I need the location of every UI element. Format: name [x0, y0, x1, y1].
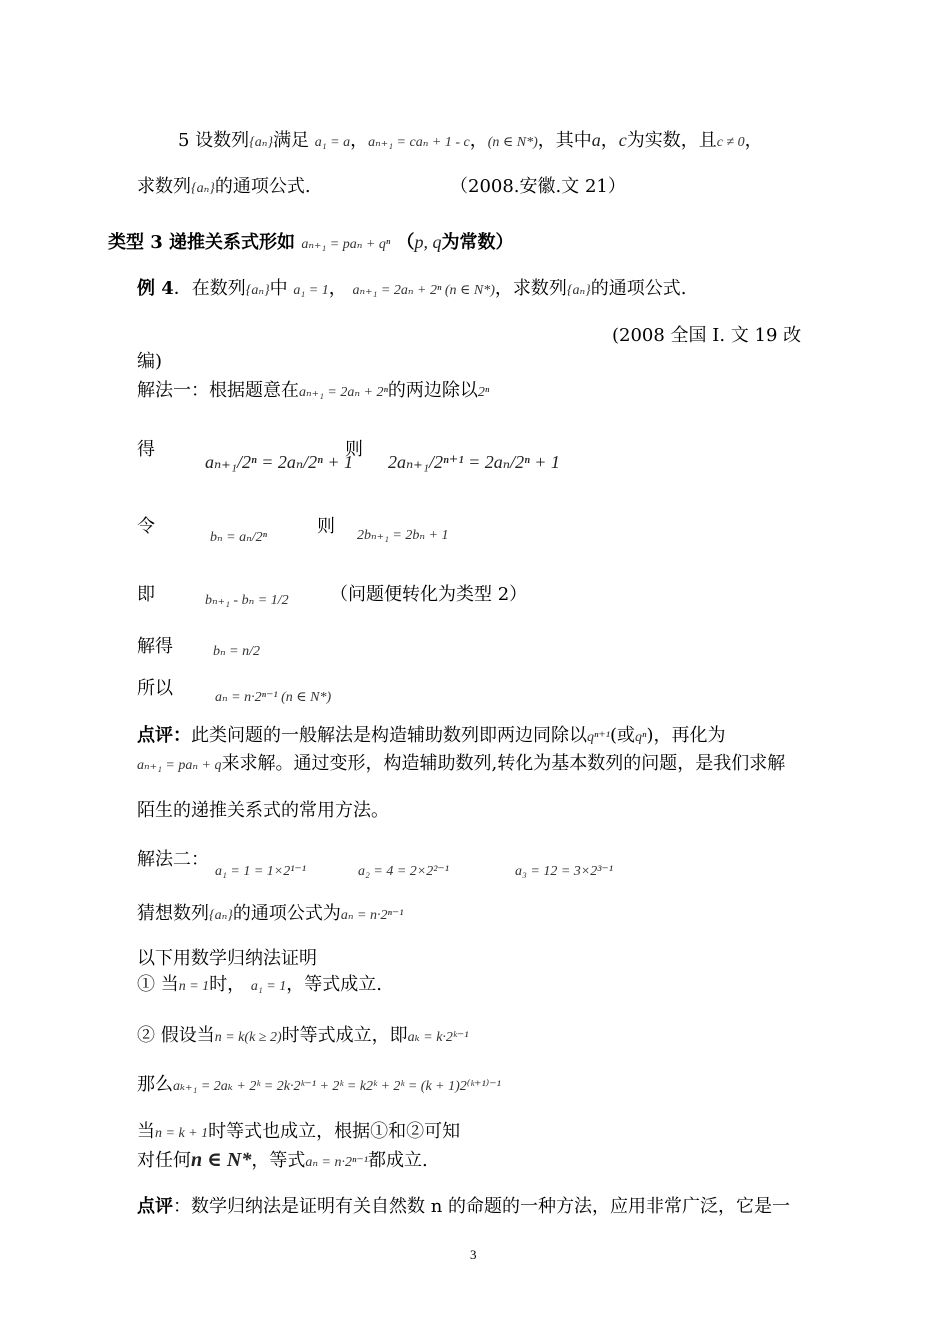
label-suoyi: 所以 — [137, 678, 173, 699]
example4-source-cont: 编) — [137, 351, 163, 372]
label-ling: 令 — [137, 516, 155, 537]
solution2-when: 当n = k + 1时等式也成立，根据①和②可知 — [137, 1121, 461, 1142]
step2-formula: 2aₙ₊₁/2ⁿ⁺¹ = 2aₙ/2ⁿ + 1 — [388, 452, 560, 472]
solution2-eq1: a₁ = 1 = 1×2¹⁻¹ — [215, 864, 306, 879]
comment2-line1: 点评：数学归纳法是证明有关自然数 n 的命题的一种方法，应用非常广泛，它是一 — [137, 1196, 791, 1217]
comment1-line1: 点评：此类问题的一般解法是构造辅助数列即两边同除以qⁿ⁺¹(或qⁿ)，再化为 — [137, 725, 726, 746]
label-ze1: 则 — [345, 439, 363, 460]
problem5-source: （2008.安徽.文 21） — [450, 176, 626, 197]
label-de: 得 — [137, 439, 155, 460]
solution2-eq3: a₃ = 12 = 3×2³⁻¹ — [515, 864, 613, 879]
label-jiede: 解得 — [137, 636, 173, 657]
solution2-guess: 猜想数列{aₙ}的通项公式为aₙ = n·2ⁿ⁻¹ — [137, 903, 404, 924]
label-ze2: 则 — [317, 516, 335, 537]
solution2-then: 那么aₖ₊₁ = 2aₖ + 2ᵏ = 2k·2ᵏ⁻¹ + 2ᵏ = k2ᵏ + 2ᵏ = (k + 1)2⁽ᵏ⁺¹⁾⁻¹ — [137, 1074, 501, 1095]
solution2-induction: 以下用数学归纳法证明 — [137, 948, 317, 969]
step7-formula: aₙ = n·2ⁿ⁻¹ (n ∈ N*) — [215, 690, 332, 705]
example4-line1: 例 4．在数列{aₙ}中 a₁ = 1， aₙ₊₁ = 2aₙ + 2ⁿ (n ∈ N*)，求数列{aₙ}的通项公式. — [137, 278, 687, 299]
solution1-intro: 解法一：根据题意在aₙ₊₁ = 2aₙ + 2ⁿ的两边除以2ⁿ — [137, 380, 490, 401]
comment1-line2: aₙ₊₁ = paₙ + q来求解。通过变形，构造辅助数列,转化为基本数列的问题，是我们求解 — [137, 753, 786, 774]
comment1-line3: 陌生的递推关系式的常用方法。 — [137, 800, 389, 821]
step3-formula: bₙ = aₙ/2ⁿ — [210, 530, 268, 545]
solution2-case2: ② 假设当n = k(k ≥ 2)时等式成立，即aₖ = k·2ᵏ⁻¹ — [137, 1025, 469, 1046]
type3-heading: 类型 3 递推关系式形如 aₙ₊₁ = paₙ + qⁿ （p, q为常数） — [108, 232, 514, 253]
step4-formula: 2bₙ₊₁ = 2bₙ + 1 — [357, 528, 449, 543]
solution2-any: 对任何n ∈ N*，等式aₙ = n·2ⁿ⁻¹都成立. — [137, 1149, 428, 1171]
label-ji: 即 — [137, 584, 155, 605]
solution2-case1: ① 当n = 1时， a₁ = 1，等式成立. — [137, 974, 382, 995]
step6-formula: bₙ = n/2 — [213, 644, 261, 659]
problem5-line2: 求数列{aₙ}的通项公式. — [137, 176, 311, 197]
problem5-line1: 5 设数列{aₙ}满足 a₁ = a，aₙ₊₁ = caₙ + 1 - c，(n ∈ N*)，其中a，c为实数，且c ≠ 0， — [178, 130, 763, 151]
solution2-intro: 解法二： — [137, 849, 209, 870]
page-number: 3 — [470, 1247, 477, 1262]
step1-formula: aₙ₊₁/2ⁿ = 2aₙ/2ⁿ + 1 — [205, 452, 353, 472]
example4-source: (2008 全国 Ⅰ. 文 19 改 — [612, 325, 802, 346]
solution2-eq2: a₂ = 4 = 2×2²⁻¹ — [358, 864, 449, 879]
step5-note: （问题便转化为类型 2） — [330, 584, 528, 605]
step5-formula: bₙ₊₁ - bₙ = 1/2 — [205, 593, 289, 608]
